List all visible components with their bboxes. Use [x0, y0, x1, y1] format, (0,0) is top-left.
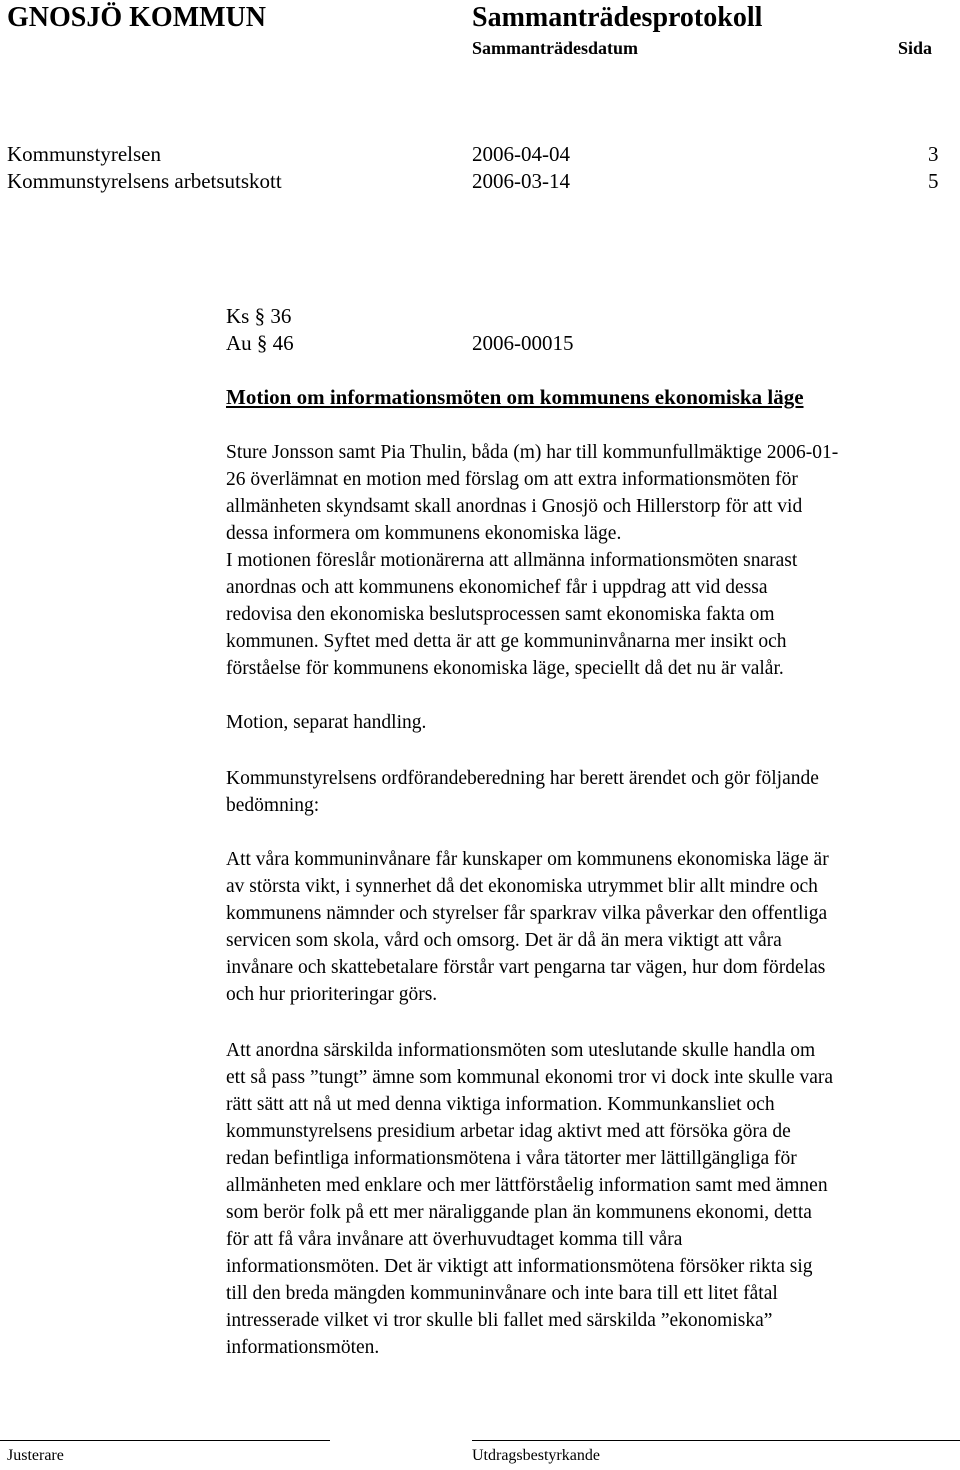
ks-reference: Ks § 36 [226, 304, 292, 328]
text-line: dessa informera om kommunens ekonomiska läge. [226, 523, 622, 544]
au-reference: Au § 46 [226, 331, 294, 355]
text-line: informationsmöten. Det är viktigt att informationsmötena försöker rikta sig [226, 1256, 813, 1277]
text-line: informationsmöten. [226, 1337, 380, 1358]
document-type: Sammanträdesprotokoll [472, 2, 763, 33]
text-line: kommunen. Syftet med detta är att ge kommuninvånarna mer insikt och [226, 631, 787, 652]
text-line: kommunstyrelsens presidium arbetar idag aktivt med att försöka göra de [226, 1121, 791, 1142]
reviewer-label: Justerare [7, 1447, 64, 1464]
diary-number: 2006-00015 [472, 331, 574, 355]
text-line: och hur prioriteringar görs. [226, 984, 438, 1005]
text-line: allmänheten med enklare och mer lättförståelig information samt med ämnen [226, 1175, 828, 1196]
meeting-body: Kommunstyrelsens arbetsutskott [7, 169, 282, 193]
certifier-signature-line [472, 1440, 960, 1441]
attachment-note [226, 709, 960, 736]
certifier-label: Utdragsbestyrkande [472, 1447, 600, 1464]
text-line: redovisa den ekonomiska beslutsprocessen samt ekonomiska fakta om [226, 604, 775, 625]
meeting-page: 5 [928, 169, 939, 193]
text-line: 26 överlämnat en motion med förslag om att extra informationsmöten för [226, 469, 798, 490]
date-label: Sammanträdesdatum [472, 38, 639, 58]
text-line: för att få våra invånare att överhuvudtaget komma till våra [226, 1229, 683, 1250]
text-line: rätt sätt att nå ut med denna viktiga information. Kommunkansliet och [226, 1094, 775, 1115]
text-line: servicen som skola, vård och omsorg. Det är då än mera viktigt att våra [226, 930, 782, 951]
text-line: Motion, separat handling. [226, 712, 427, 733]
text-line: redan befintliga informationsmötena i våra tätorter mer lättillgängliga för [226, 1148, 797, 1169]
text-line: som berör folk på ett mer näraliggande plan än kommunens ekonomi, detta [226, 1202, 812, 1223]
text-line: invånare och skattebetalare förstår vart pengarna tar vägen, hur dom fördelas [226, 957, 826, 978]
conclusion-paragraph [226, 1037, 960, 1361]
text-line: Att våra kommuninvånare får kunskaper om kommunens ekonomiska läge är [226, 849, 829, 870]
text-line: till den breda mängden kommuninvånare och inte bara till ett litet fåtal [226, 1283, 778, 1304]
text-line: anordnas och att kommunens ekonomichef får i uppdrag att vid dessa [226, 577, 768, 598]
page-label: Sida [898, 38, 933, 58]
meeting-date: 2006-04-04 [472, 142, 570, 166]
text-line: bedömning: [226, 795, 320, 816]
meeting-page: 3 [928, 142, 939, 166]
text-line: av största vikt, i synnerhet då det ekonomiska utrymmet blir allt mindre och [226, 876, 818, 897]
intro-paragraph [226, 439, 960, 682]
text-line: ett så pass ”tungt” ämne som kommunal ekonomi tror vi dock inte skulle vara [226, 1067, 834, 1088]
meeting-body: Kommunstyrelsen [7, 142, 161, 166]
text-line: förståelse för kommunens ekonomiska läge, speciellt då det nu är valår. [226, 658, 784, 679]
reviewer-signature-line [0, 1440, 330, 1441]
importance-paragraph [226, 846, 960, 1008]
text-line: allmänheten skyndsamt skall anordnas i Gnosjö och Hillerstorp för att vid [226, 496, 803, 517]
text-line: kommunens nämnder och styrelser får sparkrav vilka påverkar den offentliga [226, 903, 828, 924]
organization-name: GNOSJÖ KOMMUN [7, 2, 266, 33]
case-title: Motion om informationsmöten om kommunens ekonomiska läge [226, 385, 804, 409]
text-line: Sture Jonsson samt Pia Thulin, båda (m) har till kommunfullmäktige 2006-01- [226, 442, 839, 463]
text-line: Kommunstyrelsens ordförandeberedning har berett ärendet och gör följande [226, 768, 819, 789]
text-line: I motionen föreslår motionärerna att allmänna informationsmöten snarast [226, 550, 798, 571]
text-line: Att anordna särskilda informationsmöten som uteslutande skulle handla om [226, 1040, 816, 1061]
text-line: intresserade vilket vi tror skulle bli fallet med särskilda ”ekonomiska” [226, 1310, 773, 1331]
assessment-paragraph [226, 765, 960, 819]
meeting-date: 2006-03-14 [472, 169, 570, 193]
